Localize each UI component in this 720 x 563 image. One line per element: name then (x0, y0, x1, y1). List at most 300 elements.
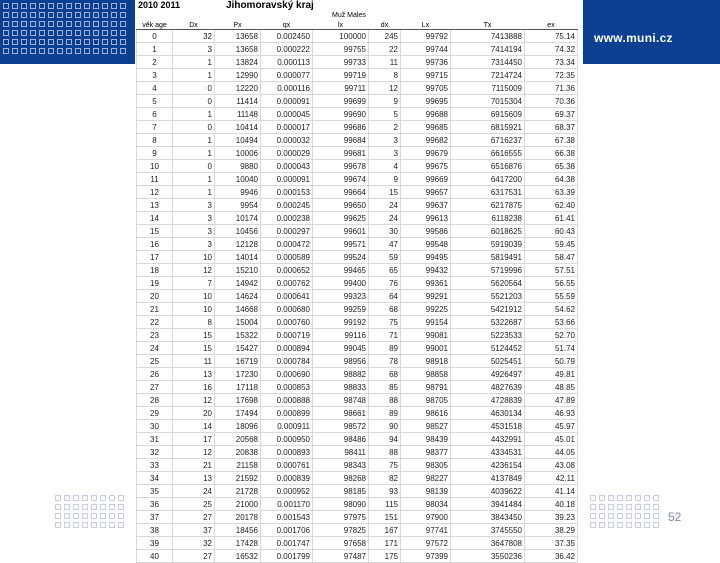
table-cell: 1 (173, 134, 215, 147)
table-cell: 17230 (215, 368, 261, 381)
table-cell: 3 (369, 147, 401, 160)
table-cell: 99679 (401, 147, 451, 160)
table-cell: 6118238 (451, 212, 525, 225)
table-cell: 4827639 (451, 381, 525, 394)
decorative-dot (91, 504, 97, 510)
table-cell: 0.000839 (261, 472, 313, 485)
table-cell: 99432 (401, 264, 451, 277)
table-cell: 0.000899 (261, 407, 313, 420)
decorative-dot (590, 504, 596, 510)
table-cell: 17698 (215, 394, 261, 407)
table-cell: 76 (369, 277, 401, 290)
table-cell: 10040 (215, 173, 261, 186)
table-row (137, 394, 578, 407)
decorative-dot (93, 30, 99, 36)
decorative-dot (64, 522, 70, 528)
table-cell: 10494 (215, 134, 261, 147)
table-row (137, 511, 578, 524)
decorative-dot (75, 21, 81, 27)
column-header: Dx (173, 21, 215, 30)
decorative-dot (30, 12, 36, 18)
table-cell: 0.000043 (261, 160, 313, 173)
decorative-dot (12, 3, 18, 9)
decorative-dot (111, 39, 117, 45)
table-cell: 40 (137, 550, 173, 563)
decorative-dot (3, 3, 9, 9)
table-cell: 7 (173, 277, 215, 290)
table-cell: 17 (173, 433, 215, 446)
table-cell: 73.34 (525, 56, 578, 69)
column-header: Lx (401, 21, 451, 30)
table-cell: 0.000238 (261, 212, 313, 225)
table-cell: 15 (137, 225, 173, 238)
table-cell: 64.38 (525, 173, 578, 186)
decorative-dot (57, 21, 63, 27)
decorative-dot (39, 30, 45, 36)
table-cell: 38 (137, 524, 173, 537)
table-cell: 25 (173, 498, 215, 511)
table-cell: 98616 (401, 407, 451, 420)
table-cell: 27 (173, 550, 215, 563)
table-cell: 0.000761 (261, 459, 313, 472)
table-cell: 93 (369, 485, 401, 498)
table-cell: 1 (137, 43, 173, 56)
decorative-dot (653, 495, 659, 501)
table-cell: 9954 (215, 199, 261, 212)
table-cell: 17118 (215, 381, 261, 394)
table-cell: 37 (173, 524, 215, 537)
decorative-dot (653, 504, 659, 510)
decorative-dot (75, 48, 81, 54)
decorative-dot (21, 21, 27, 27)
decorative-dot (91, 522, 97, 528)
table-cell: 11 (173, 355, 215, 368)
table-cell: 0.000760 (261, 316, 313, 329)
table-cell: 0.000091 (261, 95, 313, 108)
table-cell: 99637 (401, 199, 451, 212)
table-cell: 99625 (313, 212, 369, 225)
table-cell: 39.23 (525, 511, 578, 524)
table-cell: 25 (137, 355, 173, 368)
table-cell: 99744 (401, 43, 451, 56)
decorative-dot (102, 21, 108, 27)
table-cell: 98705 (401, 394, 451, 407)
table-row (137, 108, 578, 121)
decorative-dot (608, 504, 614, 510)
table-cell: 0.000680 (261, 303, 313, 316)
table-cell: 99657 (401, 186, 451, 199)
decorative-dot (82, 522, 88, 528)
table-cell: 68 (369, 368, 401, 381)
table-cell: 14014 (215, 251, 261, 264)
decorative-dot-grid-top (3, 3, 126, 54)
table-cell: 5719996 (451, 264, 525, 277)
decorative-dot (626, 513, 632, 519)
table-cell: 97900 (401, 511, 451, 524)
table-cell: 14942 (215, 277, 261, 290)
table-cell: 51.74 (525, 342, 578, 355)
decorative-dot (3, 39, 9, 45)
decorative-dot (111, 48, 117, 54)
decorative-dot (3, 48, 9, 54)
decorative-dot (30, 21, 36, 27)
table-cell: 6616555 (451, 147, 525, 160)
table-cell: 49.81 (525, 368, 578, 381)
table-cell: 15427 (215, 342, 261, 355)
decorative-dot (617, 522, 623, 528)
table-row (137, 199, 578, 212)
table-cell: 115 (369, 498, 401, 511)
decorative-dot (21, 39, 27, 45)
table-cell: 31 (137, 433, 173, 446)
table-cell: 34 (137, 472, 173, 485)
table-cell: 5 (369, 108, 401, 121)
table-cell: 8 (137, 134, 173, 147)
decorative-dot (75, 3, 81, 9)
table-cell: 67.38 (525, 134, 578, 147)
table-row (137, 173, 578, 186)
table-cell: 36 (137, 498, 173, 511)
table-row (137, 212, 578, 225)
table-cell: 99548 (401, 238, 451, 251)
decorative-dot (48, 39, 54, 45)
table-cell: 6 (137, 108, 173, 121)
table-cell: 7015304 (451, 95, 525, 108)
table-cell: 99682 (401, 134, 451, 147)
table-cell: 0.000762 (261, 277, 313, 290)
table-cell: 18 (137, 264, 173, 277)
table-cell: 171 (369, 537, 401, 550)
table-cell: 14 (173, 420, 215, 433)
table-cell: 46.93 (525, 407, 578, 420)
table-cell: 75 (369, 316, 401, 329)
column-header: Px (215, 21, 261, 30)
table-cell: 99711 (313, 82, 369, 95)
table-row (137, 368, 578, 381)
table-cell: 24 (137, 342, 173, 355)
decorative-dot (617, 495, 623, 501)
table-cell: 4 (137, 82, 173, 95)
table-cell: 20568 (215, 433, 261, 446)
table-cell: 98439 (401, 433, 451, 446)
table-cell: 94 (369, 433, 401, 446)
decorative-dot (109, 522, 115, 528)
decorative-dot (55, 504, 61, 510)
decorative-dot (73, 522, 79, 528)
table-cell: 16 (173, 381, 215, 394)
table-cell: 4 (369, 160, 401, 173)
decorative-dot (21, 48, 27, 54)
table-cell: 99225 (401, 303, 451, 316)
decorative-dot (48, 3, 54, 9)
decorative-dot (120, 12, 126, 18)
decorative-dot (3, 30, 9, 36)
decorative-dot (626, 504, 632, 510)
table-cell: 245 (369, 30, 401, 43)
table-cell: 97975 (313, 511, 369, 524)
decorative-dot (118, 513, 124, 519)
table-cell: 24 (369, 199, 401, 212)
table-cell: 175 (369, 550, 401, 563)
decorative-dot (635, 513, 641, 519)
decorative-dot (599, 504, 605, 510)
table-row (137, 498, 578, 511)
table-cell: 99690 (313, 108, 369, 121)
table-cell: 75 (369, 459, 401, 472)
decorative-dot (120, 48, 126, 54)
decorative-dot (55, 513, 61, 519)
table-cell: 26 (137, 368, 173, 381)
column-header: ex (525, 21, 578, 30)
table-row (137, 550, 578, 563)
decorative-dot (109, 504, 115, 510)
table-cell: 99601 (313, 225, 369, 238)
decorative-dot (93, 39, 99, 45)
decorative-dot (120, 30, 126, 36)
decorative-dot (21, 3, 27, 9)
table-cell: 17494 (215, 407, 261, 420)
table-header-row (137, 21, 578, 30)
table-cell: 99323 (313, 290, 369, 303)
table-cell: 16719 (215, 355, 261, 368)
table-cell: 30 (369, 225, 401, 238)
decorative-dot (120, 3, 126, 9)
table-cell: 0.000952 (261, 485, 313, 498)
table-cell: 99684 (313, 134, 369, 147)
table-cell: 21 (173, 459, 215, 472)
decorative-dot (12, 21, 18, 27)
table-row (137, 342, 578, 355)
table-cell: 47 (369, 238, 401, 251)
table-cell: 10 (137, 160, 173, 173)
table-cell: 99686 (313, 121, 369, 134)
table-cell: 99678 (313, 160, 369, 173)
table-cell: 99688 (401, 108, 451, 121)
table-row (137, 290, 578, 303)
table-cell: 99291 (401, 290, 451, 303)
table-cell: 12990 (215, 69, 261, 82)
decorative-dot (39, 3, 45, 9)
table-cell: 98343 (313, 459, 369, 472)
decorative-dot (66, 21, 72, 27)
table-cell: 5521203 (451, 290, 525, 303)
table-cell: 99664 (313, 186, 369, 199)
table-cell: 24 (369, 212, 401, 225)
table-cell: 10006 (215, 147, 261, 160)
table-cell: 0.000888 (261, 394, 313, 407)
table-cell: 7413888 (451, 30, 525, 43)
table-cell: 98858 (401, 368, 451, 381)
table-cell: 9880 (215, 160, 261, 173)
decorative-dot (66, 12, 72, 18)
decorative-dot (66, 30, 72, 36)
decorative-dot (84, 39, 90, 45)
decorative-dot (64, 495, 70, 501)
table-cell: 0.000589 (261, 251, 313, 264)
decorative-dot (109, 513, 115, 519)
table-cell: 99650 (313, 199, 369, 212)
table-cell: 71.36 (525, 82, 578, 95)
table-cell: 0.000652 (261, 264, 313, 277)
decorative-dot (84, 3, 90, 9)
decorative-dot (57, 12, 63, 18)
table-cell: 97658 (313, 537, 369, 550)
decorative-dot (3, 21, 9, 27)
table-cell: 3941484 (451, 498, 525, 511)
table-cell: 30 (137, 420, 173, 433)
table-cell: 15 (369, 186, 401, 199)
table-cell: 99705 (401, 82, 451, 95)
table-cell: 98572 (313, 420, 369, 433)
decorative-dot (93, 12, 99, 18)
decorative-dot (66, 48, 72, 54)
table-cell: 7 (137, 121, 173, 134)
decorative-dot (100, 513, 106, 519)
decorative-dot (82, 513, 88, 519)
column-header: qx (261, 21, 313, 30)
table-cell: 85 (369, 381, 401, 394)
table-cell: 97572 (401, 537, 451, 550)
table-cell: 99465 (313, 264, 369, 277)
table-cell: 5025451 (451, 355, 525, 368)
table-cell: 5 (137, 95, 173, 108)
table-cell: 14624 (215, 290, 261, 303)
table-cell: 99792 (401, 30, 451, 43)
decorative-dot (64, 513, 70, 519)
table-cell: 18456 (215, 524, 261, 537)
decorative-dot (617, 513, 623, 519)
table-cell: 16532 (215, 550, 261, 563)
table-cell: 98139 (401, 485, 451, 498)
table-cell: 5124452 (451, 342, 525, 355)
table-cell: 1 (173, 69, 215, 82)
table-cell: 89 (369, 342, 401, 355)
table-cell: 69.37 (525, 108, 578, 121)
table-cell: 0.001799 (261, 550, 313, 563)
table-cell: 99681 (313, 147, 369, 160)
table-cell: 0.001706 (261, 524, 313, 537)
decorative-dot (66, 3, 72, 9)
decorative-dot (118, 504, 124, 510)
table-cell: 9 (369, 173, 401, 186)
table-cell: 0.000784 (261, 355, 313, 368)
decorative-dot (48, 30, 54, 36)
table-cell: 12 (173, 446, 215, 459)
table-cell: 98791 (401, 381, 451, 394)
table-cell: 37 (137, 511, 173, 524)
table-cell: 0 (173, 121, 215, 134)
site-url: www.muni.cz (594, 31, 673, 45)
decorative-dot (84, 21, 90, 27)
table-cell: 16 (137, 238, 173, 251)
column-header: lx (313, 21, 369, 30)
table-cell: 0.000690 (261, 368, 313, 381)
decorative-dot (48, 12, 54, 18)
table-cell: 0.001543 (261, 511, 313, 524)
table-row (137, 277, 578, 290)
table-cell: 11414 (215, 95, 261, 108)
table-cell: 88 (369, 446, 401, 459)
table-row (137, 537, 578, 550)
table-cell: 0.000950 (261, 433, 313, 446)
table-cell: 0 (173, 160, 215, 173)
table-cell: 0.000641 (261, 290, 313, 303)
table-cell: 99685 (401, 121, 451, 134)
table-cell: 19 (137, 277, 173, 290)
table-cell: 45.01 (525, 433, 578, 446)
decorative-dot (102, 48, 108, 54)
table-cell: 71 (369, 329, 401, 342)
table-cell: 99675 (401, 160, 451, 173)
table-cell: 66.38 (525, 147, 578, 160)
decorative-dot (91, 495, 97, 501)
table-cell: 35 (137, 485, 173, 498)
table-cell: 0.000029 (261, 147, 313, 160)
table-row (137, 485, 578, 498)
table-cell: 12220 (215, 82, 261, 95)
table-cell: 13658 (215, 43, 261, 56)
table-cell: 48.85 (525, 381, 578, 394)
decorative-dot (57, 3, 63, 9)
decorative-dot (102, 30, 108, 36)
table-cell: 6716237 (451, 134, 525, 147)
table-cell: 1 (173, 186, 215, 199)
table-cell: 99154 (401, 316, 451, 329)
table-body (137, 30, 578, 563)
table-cell: 42.11 (525, 472, 578, 485)
column-header: Tx (451, 21, 525, 30)
table-cell: 68.37 (525, 121, 578, 134)
table-cell: 64 (369, 290, 401, 303)
decorative-dot-grid-bottom (55, 495, 124, 528)
table-cell: 59 (369, 251, 401, 264)
table-row (137, 420, 578, 433)
decorative-dot (100, 504, 106, 510)
table-row (137, 433, 578, 446)
table-row (137, 316, 578, 329)
table-cell: 99613 (401, 212, 451, 225)
table-cell: 21158 (215, 459, 261, 472)
table-cell: 15210 (215, 264, 261, 277)
table-cell: 4236154 (451, 459, 525, 472)
table-cell: 98185 (313, 485, 369, 498)
table-cell: 99719 (313, 69, 369, 82)
decorative-dot (84, 30, 90, 36)
table-row (137, 355, 578, 368)
table-row (137, 160, 578, 173)
table-cell: 99571 (313, 238, 369, 251)
decorative-dot (608, 513, 614, 519)
table-cell: 2 (137, 56, 173, 69)
table-cell: 58.47 (525, 251, 578, 264)
table-cell: 13 (137, 199, 173, 212)
table-cell: 45.97 (525, 420, 578, 433)
sheet-header (136, 0, 577, 12)
decorative-dot (93, 21, 99, 27)
decorative-dot (48, 21, 54, 27)
table-row (137, 43, 578, 56)
decorative-dot (75, 30, 81, 36)
table-row (137, 69, 578, 82)
table-cell: 4432991 (451, 433, 525, 446)
decorative-dot (118, 522, 124, 528)
table-row (137, 121, 578, 134)
table-cell: 0.000077 (261, 69, 313, 82)
table-cell: 1 (173, 173, 215, 186)
decorative-dot (102, 12, 108, 18)
table-cell: 54.62 (525, 303, 578, 316)
table-cell: 7414194 (451, 43, 525, 56)
